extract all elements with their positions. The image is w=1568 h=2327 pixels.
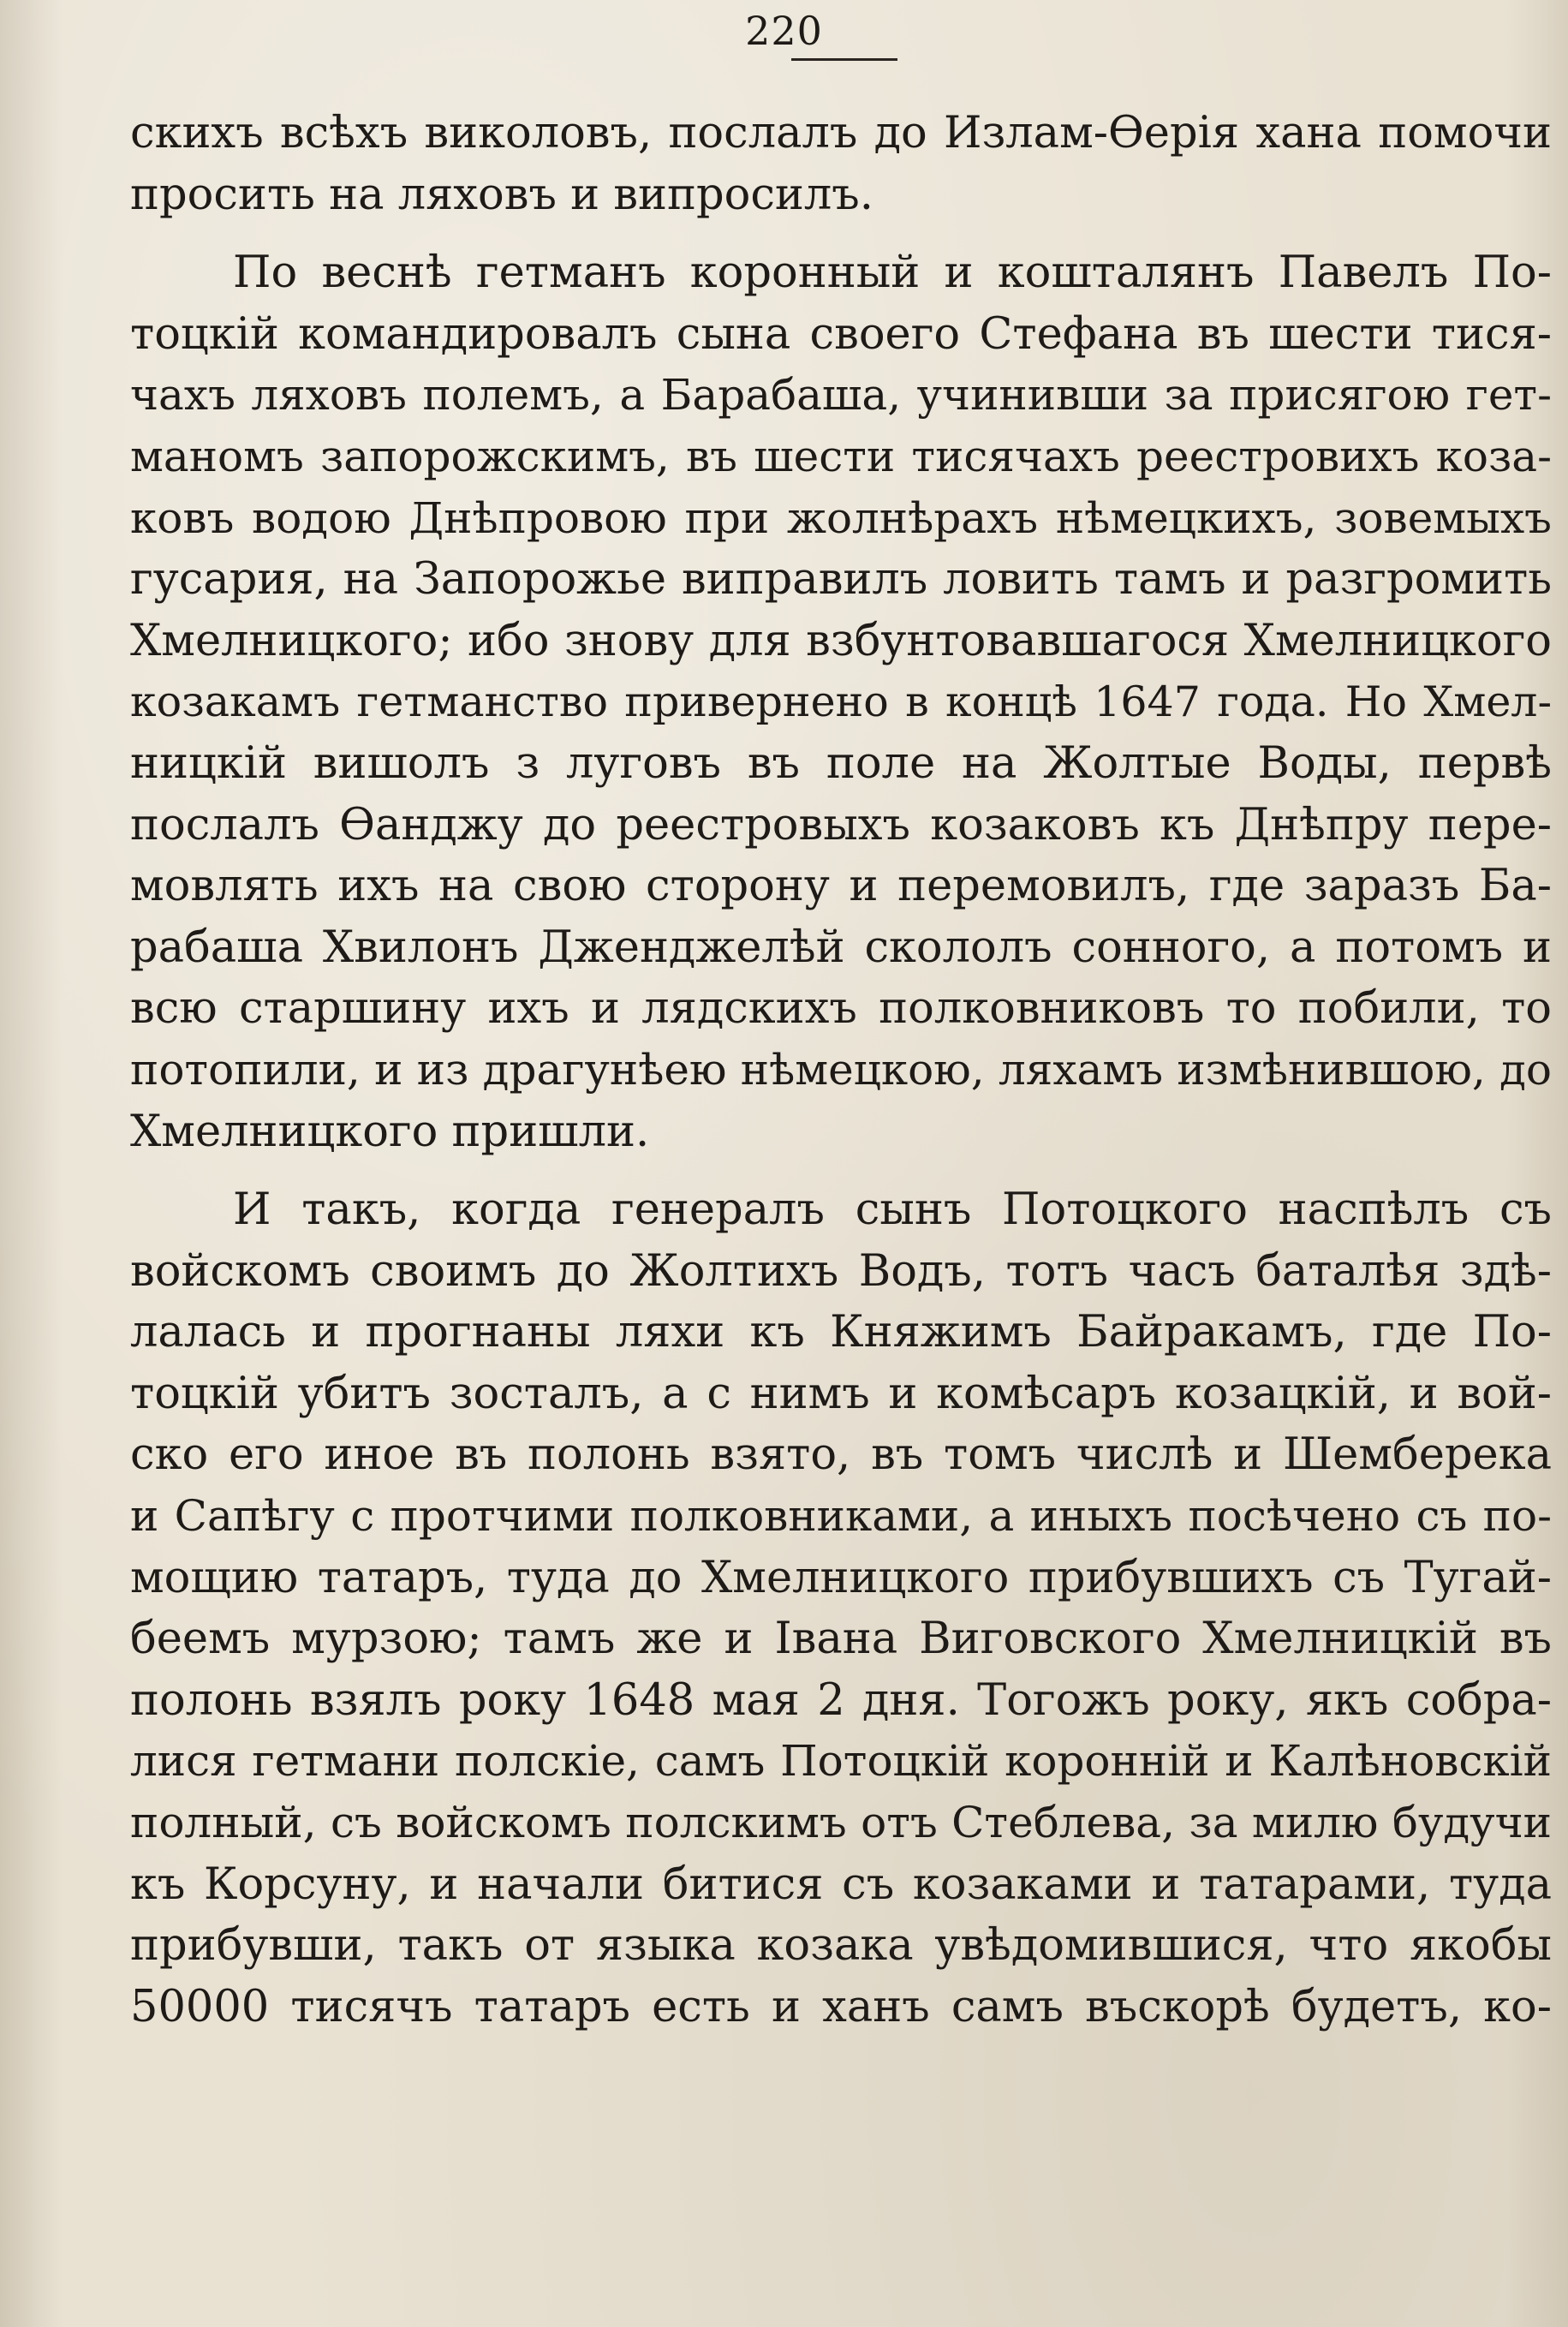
text-line: ковъ водою Днѣпровою при жолнѣрахъ нѣмецкихъ, зовемыхъ	[130, 492, 1552, 543]
text-line: 50000 тисячъ татаръ есть и ханъ самъ въскорѣ будетъ, ко-	[130, 1981, 1552, 2032]
paragraph	[130, 103, 1552, 225]
text-line: мощию татаръ, туда до Хмелницкого прибувшихъ съ Тугай-	[130, 1552, 1552, 1603]
text-line: гусария, на Запорожье виправилъ ловить тамъ и разгромить	[130, 554, 1552, 606]
page-number-rule	[791, 58, 897, 61]
text-line: маномъ запорожскимъ, въ шести тисячахъ реестровихъ коза-	[130, 431, 1552, 481]
text-line: По веснѣ гетманъ коронный и коштaлянъ Павелъ По-	[233, 248, 1552, 299]
text-line: Хмелницкого; ибо знову для взбунтовавшагося Хмелницкого	[130, 615, 1552, 666]
text-line: тоцкій убитъ зосталъ, а с нимъ и комѣсаръ козацкій, и вой-	[130, 1368, 1552, 1419]
text-line: прибувши, такъ от языка козака увѣдомившися, что якобы	[130, 1920, 1552, 1972]
text-line: полонь взялъ року 1648 мая 2 дня. Тогожъ року, якъ собра-	[130, 1674, 1552, 1726]
text-line: мовлять ихъ на свою сторону и перемовилъ, где заразъ Ба-	[130, 861, 1552, 912]
page-number: 220	[745, 8, 823, 54]
text-line: потопили, и из драгунѣею нѣмецкою, ляхамъ измѣнившою, до	[130, 1044, 1552, 1095]
text-line: чахъ ляховъ полемъ, а Барабаша, учинивши за присягою гет-	[130, 370, 1552, 421]
text-line: лися гетмани полскіе, самъ Потоцкій коронній и Калѣновскій	[130, 1736, 1552, 1787]
text-line: послалъ Ѳанджу до реестровыхъ козаковъ къ Днѣпру пере-	[130, 799, 1552, 850]
paragraph	[130, 242, 1552, 1162]
text-line: И такъ, когда генералъ сынъ Потоцкого наспѣлъ съ	[233, 1184, 1552, 1236]
text-line: ницкій вишолъ з луговъ въ поле на Жолтые Воды, первѣ	[130, 737, 1552, 789]
text-line: беемъ мурзою; тамъ же и Івана Виговского Хмелницкій въ	[130, 1614, 1552, 1665]
text-line: къ Корсуну, и начали битися съ козаками и татарами, туда	[130, 1859, 1552, 1910]
text-line: тоцкій командировалъ сына своего Стефана въ шести тися-	[130, 308, 1552, 360]
text-line: полный, съ войскомъ полскимъ отъ Стеблева, за милю будучи	[130, 1798, 1552, 1848]
text-line: лалась и прогнаны ляхи къ Княжимъ Байракамъ, где По-	[130, 1307, 1552, 1358]
text-line: рабаша Хвилонъ Дженджелѣй скололъ сонного, а потомъ и	[130, 922, 1552, 973]
text-line: и Сапѣгу с протчими полковниками, а иныхъ посѣчено съ по-	[130, 1491, 1552, 1542]
text-line: ско его иное въ полонь взято, въ томъ числѣ и Шемберека	[130, 1429, 1552, 1481]
text-line: всю старшину ихъ и лядскихъ полковниковъ то побили, то	[130, 983, 1552, 1035]
paragraph	[130, 1179, 1552, 2038]
text-line: Хмелницкого пришли.	[130, 1106, 650, 1157]
text-line: войскомъ своимъ до Жолтихъ Водъ, тотъ часъ баталѣя здѣ-	[130, 1245, 1552, 1297]
text-line: скихъ всѣхъ виколовъ, послалъ до Излам-Ѳерія хана помочи	[130, 108, 1552, 158]
text-line: козакамъ гетманство привернено в концѣ 1647 года. Но Хмел-	[130, 677, 1552, 727]
body-text	[130, 103, 1552, 2038]
text-line: просить на ляховъ и випросилъ.	[130, 169, 873, 220]
